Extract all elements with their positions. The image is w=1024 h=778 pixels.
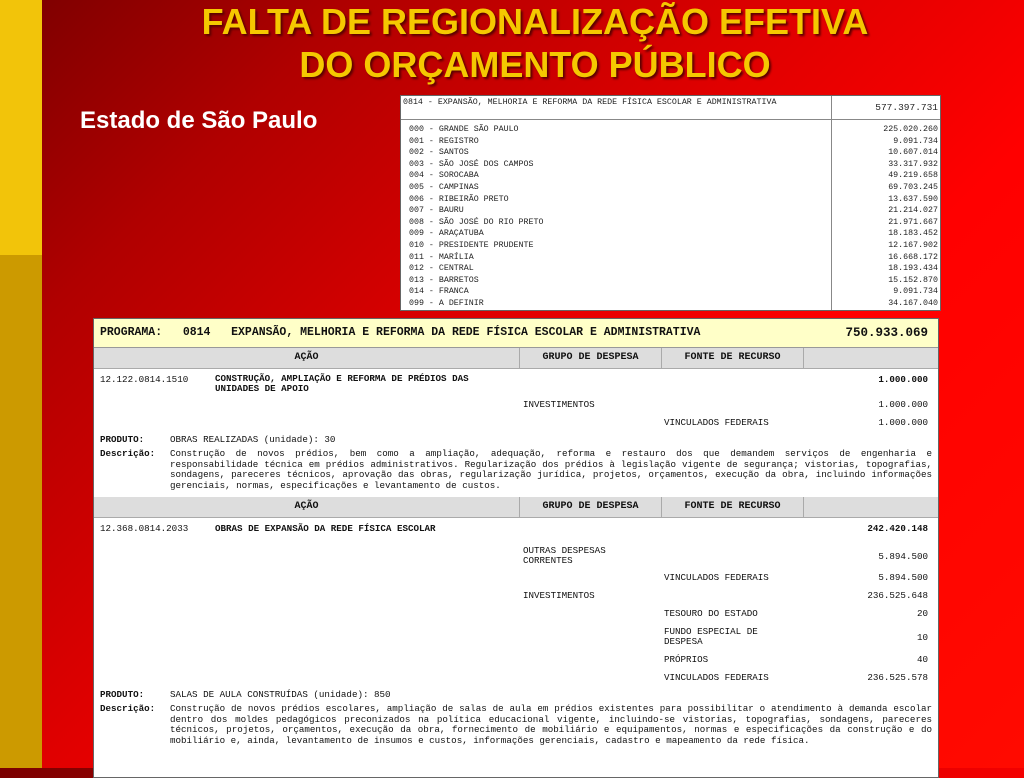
produto-row [94,432,938,447]
source-row [94,669,938,687]
fonte-value: 5.894.500 [878,572,928,583]
region-value: 21.214.027 [888,206,938,216]
region-value: 49.219.658 [888,171,938,181]
region-value: 69.703.245 [888,182,938,192]
region-name: 014 - FRANCA [409,287,469,297]
region-name: 002 - SANTOS [409,148,469,158]
region-name: 005 - CAMPINAS [409,182,479,192]
col-fonte-recurso: FONTE DE RECURSO [662,497,804,517]
action-row [94,369,938,396]
fonte-recurso: PRÓPRIOS [664,654,709,665]
descricao-label: Descrição: [100,703,156,714]
col-acao: AÇÃO [94,348,520,368]
region-name: 009 - ARAÇATUBA [409,229,484,239]
action-total: 1.000.000 [878,374,928,385]
region-name: 013 - BARRETOS [409,275,479,285]
region-value: 10.607.014 [888,148,938,158]
fonte-recurso: VINCULADOS FEDERAIS [664,672,769,683]
region-value: 16.668.172 [888,252,938,262]
fonte-value: 10 [916,631,928,643]
program-header [94,319,938,348]
action-title: CONSTRUÇÃO, AMPLIAÇÃO E REFORMA DE PRÉDIOS DAS UNIDADES DE APOIO [215,373,469,394]
region-name: 099 - A DEFINIR [409,298,484,308]
fonte-recurso: VINCULADOS FEDERAIS [664,417,769,428]
region-name: 006 - RIBEIRÃO PRETO [409,194,509,204]
region-name: 012 - CENTRAL [409,264,474,274]
fonte-recurso: TESOURO DO ESTADO [664,608,758,619]
region-name: 001 - REGISTRO [409,136,479,146]
region-name: 000 - GRANDE SÃO PAULO [409,125,519,134]
fonte-value: 1.000.000 [878,417,928,428]
slide-title-line1: FALTA DE REGIONALIZAÇÃO EFETIVA [201,1,869,42]
action-title: OBRAS DE EXPANSÃO DA REDE FÍSICA ESCOLAR [215,523,436,534]
expense-row [94,587,938,605]
action-code: 12.122.0814.1510 [100,374,189,385]
regional-table-total: 577.397.731 [875,102,938,113]
col-fonte-recurso: FONTE DE RECURSO [662,348,804,368]
region-value: 225.020.260 [883,125,938,134]
region-value: 18.183.452 [888,229,938,239]
action-row [94,518,938,543]
region-name: 010 - PRESIDENTE PRUDENTE [409,240,534,250]
region-value: 9.091.734 [893,136,938,146]
descricao-row [94,702,938,748]
program-total: 750.933.069 [845,326,928,340]
fonte-recurso: VINCULADOS FEDERAIS [664,572,769,583]
source-row [94,623,938,651]
grupo-value: 236.525.648 [867,590,928,601]
expense-row [94,396,938,414]
program-label: PROGRAMA: 0814 EXPANSÃO, MELHORIA E REFORMA DA REDE FÍSICA ESCOLAR E ADMINISTRATIVA [100,326,701,339]
produto-label: PRODUTO: [100,689,145,700]
slide-subtitle: Estado de São Paulo [80,107,318,134]
region-value: 12.167.902 [888,240,938,250]
regional-table-title: 0814 - EXPANSÃO, MELHORIA E REFORMA DA REDE FÍSICA ESCOLAR E ADMINISTRATIVA [401,96,832,119]
grupo-value: 5.894.500 [878,550,928,562]
fonte-recurso: FUNDO ESPECIAL DE DESPESA [664,626,758,647]
produto-label: PRODUTO: [100,434,145,445]
left-accent-bottom [0,255,42,768]
slide-title-line2: DO ORÇAMENTO PÚBLICO [299,44,771,85]
region-values-column [832,120,940,310]
action-table-header [94,348,938,369]
region-names-column [401,120,832,310]
region-name: 003 - SÃO JOSÉ DOS CAMPOS [409,159,534,169]
expense-row [94,543,938,569]
produto-row [94,687,938,702]
action-total: 242.420.148 [867,523,928,534]
region-value: 18.193.434 [888,264,938,274]
program-budget-table [93,318,939,778]
grupo-despesa: OUTRAS DESPESAS CORRENTES [523,545,606,566]
descricao-text: Construção de novos prédios, bem como a ampliação, adequação, reforma e restauro dos que demandem serviços de engenharia e responsabilidade técnica em prédios administrativos. Regularização dos prédios à legislação vigente de segurança; vistorias, topografias, sondagens, pareceres técnicos, aprovação das obras, regularização jurídica, projetos, orçamentos, execução da obra, incluindo informações gerenciais, normas, especificações e levantamento de custos. [170,448,932,491]
region-value: 9.091.734 [893,287,938,297]
region-value: 21.971.667 [888,217,938,227]
produto-value: SALAS DE AULA CONSTRUÍDAS (unidade): 850 [170,689,391,700]
col-grupo-despesa: GRUPO DE DESPESA [520,497,662,517]
region-value: 13.637.590 [888,194,938,204]
region-value: 33.317.932 [888,159,938,169]
col-grupo-despesa: GRUPO DE DESPESA [520,348,662,368]
region-name: 007 - BAURU [409,206,464,216]
source-row [94,605,938,623]
fonte-value: 20 [916,608,928,619]
fonte-value: 40 [916,654,928,665]
source-row [94,414,938,432]
region-value: 15.152.870 [888,275,938,285]
source-row [94,651,938,669]
grupo-value: 1.000.000 [878,399,928,410]
action-code: 12.368.0814.2033 [100,523,189,534]
regional-budget-table [400,95,941,311]
grupo-despesa: INVESTIMENTOS [523,590,595,601]
slide-title [60,0,1010,86]
produto-value: OBRAS REALIZADAS (unidade): 30 [170,434,336,445]
left-accent-top [0,0,42,255]
region-value: 34.167.040 [888,298,938,308]
grupo-despesa: INVESTIMENTOS [523,399,595,410]
col-valor [804,348,938,368]
action-table-header [94,497,938,518]
region-name: 008 - SÃO JOSÉ DO RIO PRETO [409,217,544,227]
col-valor [804,497,938,517]
source-row [94,569,938,587]
col-acao: AÇÃO [94,497,520,517]
regional-table-header [401,96,940,120]
descricao-label: Descrição: [100,448,156,459]
region-name: 011 - MARÍLIA [409,252,474,262]
fonte-value: 236.525.578 [867,672,928,683]
descricao-row [94,447,938,497]
left-accent-bar [0,0,42,768]
descricao-text: Construção de novos prédios escolares, ampliação de salas de aula em prédios existentes para possibilitar o atendimento à demanda escolar dentro dos moldes pedagógicos preconizados na política educacional vigente, incluindo-se vistorias, topografias, sondagens, pareceres técnicos, projetos, orçamentos, execução da obra, fornecimento de mobiliário e equipamentos, normas e especificações da construção e do mobiliário e, ainda, levantamento de insumos e custos, informações gerenciais, cadastro e mapeamento da rede física. [170,703,932,746]
region-name: 004 - SOROCABA [409,171,479,181]
